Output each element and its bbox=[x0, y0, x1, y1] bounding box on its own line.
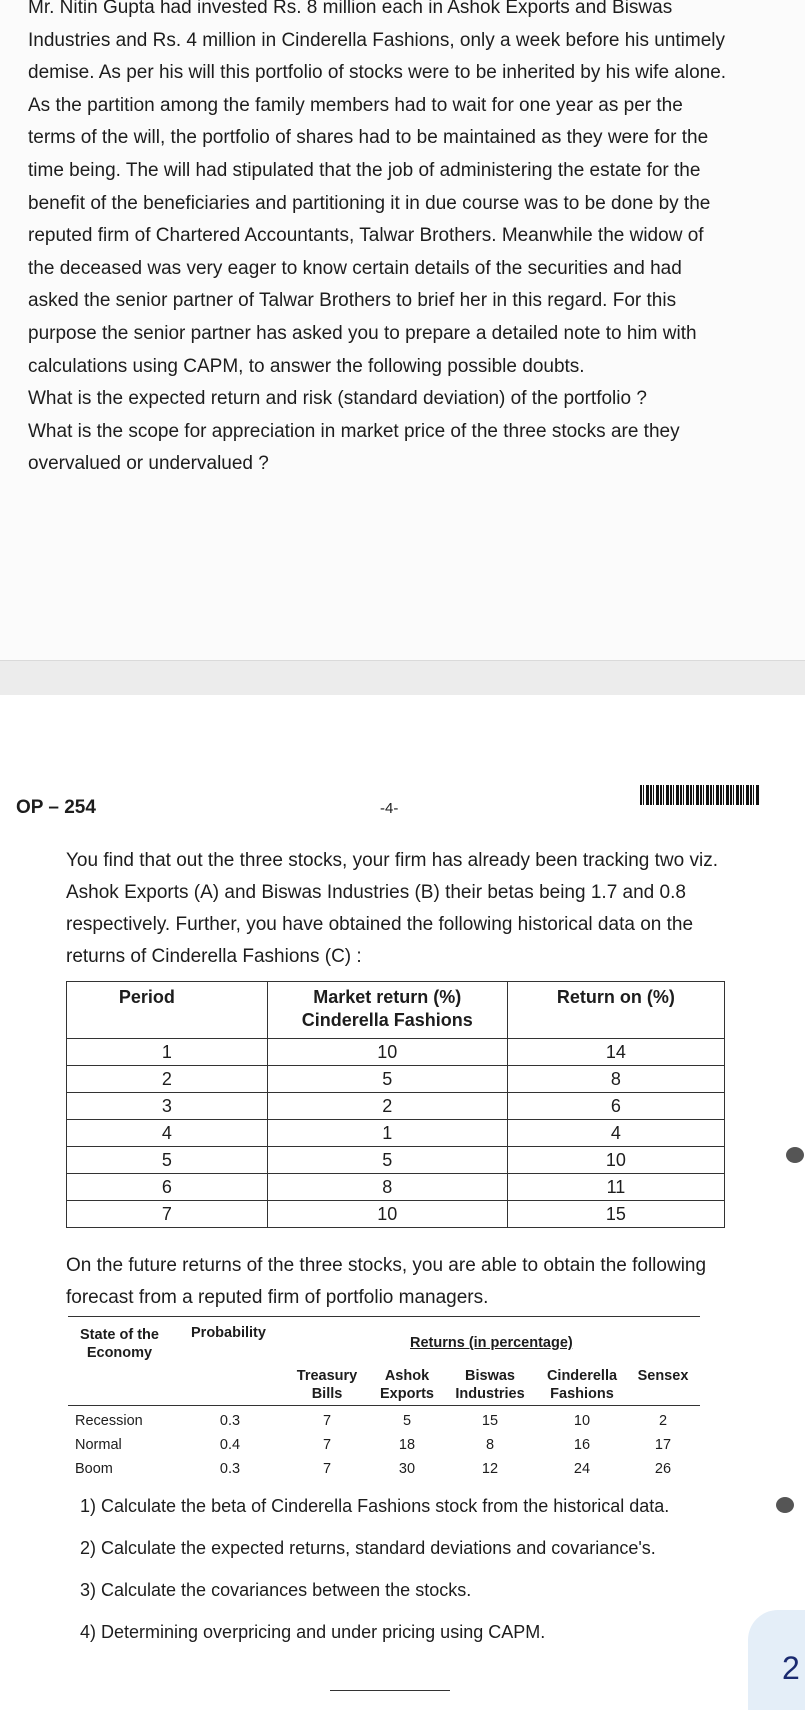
state-label: Recession bbox=[75, 1413, 143, 1429]
table-row bbox=[67, 1201, 725, 1228]
question-portfolio-risk: What is the expected return and risk (standard deviation) of the portfolio ? bbox=[28, 388, 647, 410]
subheader-sensex: Sensex bbox=[637, 1368, 689, 1384]
table-row bbox=[67, 1174, 725, 1201]
cell: 5 bbox=[267, 1066, 507, 1093]
table-row bbox=[67, 1093, 725, 1120]
value-cell: 30 bbox=[398, 1461, 416, 1477]
table-row bbox=[67, 1147, 725, 1174]
question-list bbox=[80, 1485, 669, 1653]
cell: 6 bbox=[507, 1093, 724, 1120]
probability-value: 0.3 bbox=[219, 1413, 241, 1429]
cell: 7 bbox=[67, 1201, 268, 1228]
state-label: Boom bbox=[75, 1461, 113, 1477]
value-cell: 10 bbox=[573, 1413, 591, 1429]
probability-header: Probability bbox=[191, 1325, 266, 1341]
subheader-treasury: Treasury Bills bbox=[296, 1368, 358, 1402]
cell: 10 bbox=[267, 1039, 507, 1066]
forecast-header-rule bbox=[68, 1405, 700, 1406]
value-cell: 12 bbox=[481, 1461, 499, 1477]
corner-glyph: 2 bbox=[782, 1650, 800, 1686]
scan-mark-icon bbox=[786, 1147, 804, 1163]
header-period: Period bbox=[67, 982, 268, 1039]
probability-value: 0.4 bbox=[219, 1437, 241, 1453]
returns-header: Returns (in percentage) bbox=[410, 1335, 573, 1351]
cell: 5 bbox=[67, 1147, 268, 1174]
table-row bbox=[67, 1066, 725, 1093]
paper-code: OP – 254 bbox=[16, 797, 96, 818]
question-item: 3) Calculate the covariances between the stocks. bbox=[80, 1580, 472, 1600]
barcode-icon bbox=[640, 785, 760, 805]
question-item: 2) Calculate the expected returns, standard deviations and covariance's. bbox=[80, 1538, 656, 1558]
cell: 4 bbox=[67, 1120, 268, 1147]
value-cell: 2 bbox=[658, 1413, 668, 1429]
value-cell: 17 bbox=[654, 1437, 672, 1453]
probability-value: 0.3 bbox=[219, 1461, 241, 1477]
forecast-intro: On the future returns of the three stocks, you are able to obtain the following forecast from a reputed firm of portfolio managers. bbox=[66, 1255, 707, 1308]
state-label: Normal bbox=[75, 1437, 122, 1453]
page-gap bbox=[0, 660, 805, 696]
header-market-return: Market return (%) Cinderella Fashions bbox=[267, 982, 507, 1039]
value-cell: 8 bbox=[485, 1437, 495, 1453]
subheader-cinderella: Cinderella Fashions bbox=[546, 1368, 618, 1402]
question-item: 4) Determining overpricing and under pricing using CAPM. bbox=[80, 1622, 546, 1642]
cell: 2 bbox=[267, 1093, 507, 1120]
cell: 11 bbox=[507, 1174, 724, 1201]
value-cell: 7 bbox=[322, 1461, 332, 1477]
value-cell: 15 bbox=[481, 1413, 499, 1429]
question-appreciation: What is the scope for appreciation in market price of the three stocks are they overvalued or undervalued ? bbox=[28, 420, 680, 475]
subheader-biswas: Biswas Industries bbox=[455, 1368, 525, 1402]
value-cell: 18 bbox=[398, 1437, 416, 1453]
cell: 2 bbox=[67, 1066, 268, 1093]
page-1-text bbox=[28, 0, 728, 481]
value-cell: 24 bbox=[573, 1461, 591, 1477]
cell: 1 bbox=[267, 1120, 507, 1147]
historical-returns-table bbox=[66, 981, 725, 1228]
header-return-on: Return on (%) bbox=[507, 982, 724, 1039]
cell: 15 bbox=[507, 1201, 724, 1228]
value-cell: 26 bbox=[654, 1461, 672, 1477]
table-row bbox=[67, 1120, 725, 1147]
subheader-ashok: Ashok Exports bbox=[380, 1368, 434, 1402]
intro-paragraph: You find that out the three stocks, your firm has already been tracking two viz. Ashok Exports (A) and Biswas Industries (B) their betas being 1.7 and 0.8 respectively. Further, you have obtained the following historical data on the returns of Cinderella Fashions (C) : bbox=[66, 850, 718, 967]
cell: 14 bbox=[507, 1039, 724, 1066]
state-header: State of the Economy bbox=[80, 1327, 159, 1361]
question-item: 1) Calculate the beta of Cinderella Fashions stock from the historical data. bbox=[80, 1496, 670, 1516]
footer-rule bbox=[330, 1690, 450, 1691]
table-row bbox=[67, 1039, 725, 1066]
cell: 1 bbox=[67, 1039, 268, 1066]
cell: 8 bbox=[267, 1174, 507, 1201]
cell: 3 bbox=[67, 1093, 268, 1120]
cell: 4 bbox=[507, 1120, 724, 1147]
cell: 10 bbox=[507, 1147, 724, 1174]
cell: 8 bbox=[507, 1066, 724, 1093]
case-paragraph: Mr. Nitin Gupta had invested Rs. 8 million each in Ashok Exports and Biswas Industries and Rs. 4 million in Cinderella Fashions, only a week before his untimely demise. As per his will this portfolio of stocks were to be inherited by his wife alone. As the partition among the family members had to wait for one year as per the terms of the will, the portfolio of shares had to be maintained as they were for the time being. The will had stipulated that the job of administering the estate for the benefit of the beneficiaries and partitioning it in due course was to be done by the reputed firm of Chartered Accountants, Talwar Brothers. Meanwhile the widow of the deceased was very eager to know certain details of the securities and had asked the senior partner of Talwar Brothers to brief her in this regard. For this purpose the senior partner has asked you to prepare a detailed note to him with calculations using CAPM, to answer the following possible doubts. bbox=[28, 0, 727, 377]
value-cell: 7 bbox=[322, 1437, 332, 1453]
forecast-top-rule bbox=[68, 1316, 700, 1317]
value-cell: 16 bbox=[573, 1437, 591, 1453]
cell: 10 bbox=[267, 1201, 507, 1228]
scan-mark-icon bbox=[776, 1497, 794, 1513]
value-cell: 5 bbox=[402, 1413, 412, 1429]
cell: 5 bbox=[267, 1147, 507, 1174]
page-number: -4- bbox=[380, 800, 399, 817]
value-cell: 7 bbox=[322, 1413, 332, 1429]
cell: 6 bbox=[67, 1174, 268, 1201]
